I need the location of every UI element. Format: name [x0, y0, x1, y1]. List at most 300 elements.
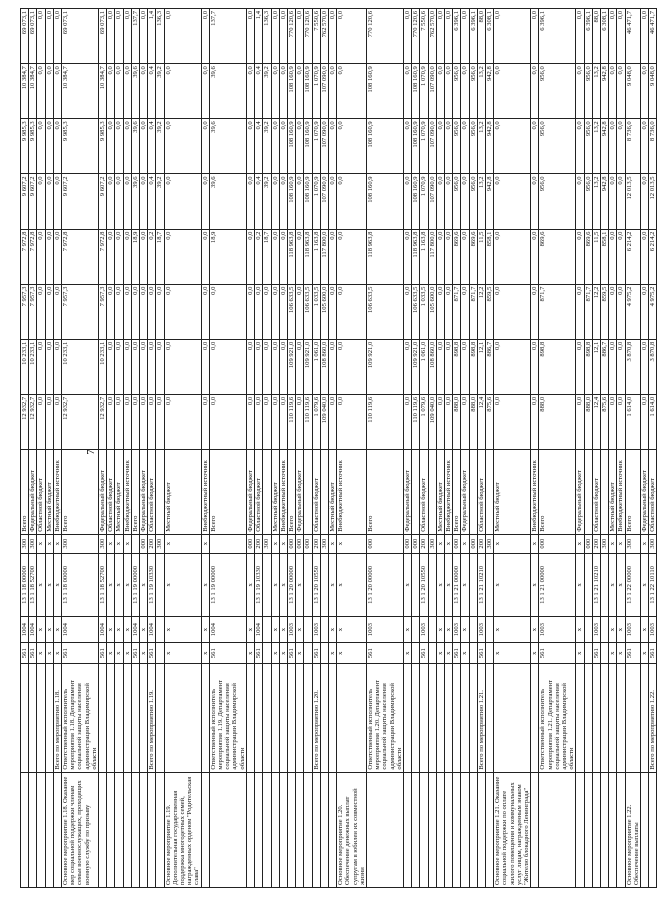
table-cell: x: [328, 617, 336, 643]
table-cell: 108 160,9: [412, 64, 420, 119]
table-cell: x: [436, 553, 444, 617]
table-cell: x: [576, 643, 584, 664]
table-cell: [312, 772, 320, 887]
table-cell: x: [123, 534, 131, 553]
table-cell: 770 120,6: [287, 9, 295, 64]
table-cell: 6 396,1: [469, 9, 477, 64]
table-cell: 0,0: [115, 64, 123, 119]
table-cell: [255, 664, 263, 772]
table-row: [412, 9, 420, 888]
table-cell: 12,4: [592, 394, 600, 449]
table-cell: x: [279, 643, 287, 664]
table-cell: [428, 772, 436, 887]
table-cell: 0,0: [263, 394, 271, 449]
table-cell: 13,2: [592, 119, 600, 174]
table-cell: 18,9: [131, 229, 139, 284]
table-cell: Федеральный бюджет: [641, 449, 649, 534]
table-cell: Местный бюджет: [45, 449, 53, 534]
table-cell: [328, 772, 336, 887]
table-cell: 0,0: [164, 394, 201, 449]
table-cell: 1003: [592, 617, 600, 643]
table-cell: 12,4: [477, 394, 485, 449]
table-row: [428, 9, 436, 888]
table-cell: 13,2: [592, 64, 600, 119]
table-cell: 0,0: [255, 284, 263, 339]
table-cell: 561: [99, 643, 107, 664]
table-cell: 0,4: [255, 64, 263, 119]
table-cell: 106 633,5: [287, 284, 295, 339]
table-cell: 0,0: [617, 174, 625, 229]
table-cell: x: [444, 617, 452, 643]
table-cell: 0,0: [444, 339, 452, 394]
table-cell: [485, 449, 493, 534]
table-cell: 0,0: [123, 284, 131, 339]
table-cell: [601, 553, 609, 617]
table-cell: 561: [209, 643, 246, 664]
table-row: [601, 9, 609, 888]
table-row: [263, 9, 271, 888]
table-cell: Основное мероприятие 1.21. Оказание социальной поддержки по оплате жилого помещения и коммунальных услуг лицам, награжденным знаком "Жителю блокадного Ленинграда": [494, 772, 531, 887]
table-cell: Всего по мероприятию 1.18.: [53, 664, 61, 772]
table-cell: 859,5: [485, 284, 493, 339]
table-cell: 0,0: [403, 339, 411, 394]
table-cell: [320, 643, 328, 664]
table-cell: [123, 664, 131, 772]
table-cell: 108 860,0: [428, 339, 436, 394]
table-cell: 0,0: [201, 339, 209, 394]
table-cell: 0,0: [45, 64, 53, 119]
table-cell: Областной бюджет: [312, 449, 320, 534]
table-cell: x: [271, 617, 279, 643]
table-cell: x: [641, 617, 649, 643]
table-cell: 0,0: [641, 9, 649, 64]
table-cell: 0,0: [107, 339, 115, 394]
table-cell: 0,0: [107, 394, 115, 449]
table-cell: 0,0: [296, 174, 304, 229]
table-cell: 0,0: [494, 119, 531, 174]
table-cell: [366, 772, 403, 887]
table-cell: 0,0: [641, 64, 649, 119]
table-cell: 561: [477, 643, 485, 664]
table-row: [444, 9, 452, 888]
table-cell: 300: [320, 534, 328, 553]
table-cell: 107 090,0: [428, 174, 436, 229]
table-cell: 13 1 18 52700: [29, 553, 37, 617]
table-cell: 956,0: [539, 119, 576, 174]
table-cell: 869,6: [469, 229, 477, 284]
table-cell: Внебюджетный источник: [279, 449, 287, 534]
table-cell: Всего: [209, 449, 246, 534]
table-cell: 109 921,0: [412, 339, 420, 394]
table-cell: 13 1 19 00000: [131, 553, 139, 617]
table-cell: [485, 664, 493, 772]
table-cell: 888,0: [453, 394, 461, 449]
table-cell: [649, 772, 657, 887]
table-cell: 137,7: [131, 9, 139, 64]
table-cell: 0,0: [271, 229, 279, 284]
table-cell: Внебюджетный источник: [337, 449, 367, 534]
table-cell: 0,0: [444, 9, 452, 64]
table-cell: 0,0: [617, 9, 625, 64]
table-row: [304, 9, 312, 888]
table-cell: x: [246, 643, 254, 664]
table-cell: [584, 449, 592, 534]
table-cell: 898,8: [539, 339, 576, 394]
table-cell: 871,7: [584, 284, 592, 339]
table-cell: 0,0: [403, 394, 411, 449]
table-cell: 0,0: [531, 119, 539, 174]
table-cell: 1 163,8: [312, 229, 320, 284]
table-cell: 0,0: [164, 229, 201, 284]
table-cell: 0,0: [255, 339, 263, 394]
table-cell: [461, 772, 469, 887]
table-cell: 000: [403, 534, 411, 553]
table-cell: 1,4: [148, 9, 156, 64]
table-cell: x: [576, 534, 584, 553]
table-cell: 0,0: [115, 9, 123, 64]
table-cell: [156, 617, 164, 643]
table-cell: 0,0: [436, 229, 444, 284]
table-cell: Местный бюджет: [609, 449, 617, 534]
table-cell: 0,0: [37, 9, 45, 64]
table-cell: 0,0: [617, 339, 625, 394]
table-cell: [246, 664, 254, 772]
table-cell: 13 1 20 10550: [312, 553, 320, 617]
table-cell: 0,0: [164, 64, 201, 119]
table-cell: 9 607,2: [99, 174, 107, 229]
table-cell: 300: [601, 534, 609, 553]
table-cell: 956,0: [469, 119, 477, 174]
table-row: [477, 9, 485, 888]
table-cell: Областной бюджет: [649, 449, 657, 534]
table-cell: 762 570,0: [428, 9, 436, 64]
table-cell: 0,0: [494, 339, 531, 394]
table-cell: 0,0: [53, 394, 61, 449]
table-cell: 0,0: [53, 9, 61, 64]
table-cell: 1 033,5: [420, 284, 428, 339]
table-cell: 10 384,7: [21, 64, 29, 119]
table-cell: x: [296, 617, 304, 643]
table-cell: 1 079,6: [420, 394, 428, 449]
table-cell: 0,0: [37, 394, 45, 449]
table-cell: [428, 643, 436, 664]
table-cell: 0,0: [641, 119, 649, 174]
table-cell: 0,0: [271, 174, 279, 229]
table-cell: 13 1 21 00000: [539, 553, 576, 617]
table-cell: [601, 617, 609, 643]
table-cell: 7 972,8: [99, 229, 107, 284]
table-cell: [140, 664, 148, 772]
table-cell: Местный бюджет: [164, 449, 201, 534]
table-cell: 0,0: [337, 119, 367, 174]
table-cell: 0,0: [494, 174, 531, 229]
table-cell: 1003: [625, 617, 640, 643]
table-cell: 0,0: [107, 9, 115, 64]
table-cell: 0,0: [576, 394, 584, 449]
table-cell: 0,0: [246, 9, 254, 64]
table-cell: [263, 643, 271, 664]
table-cell: 0,0: [115, 119, 123, 174]
table-row: [461, 9, 469, 888]
table-cell: Всего по мероприятию 1.22.: [649, 664, 657, 772]
table-row: [296, 9, 304, 888]
table-cell: x: [115, 553, 123, 617]
table-cell: 0,0: [617, 394, 625, 449]
table-cell: 9 607,2: [21, 174, 29, 229]
table-cell: 0,0: [140, 339, 148, 394]
table-cell: Всего: [625, 449, 640, 534]
table-row: [140, 9, 148, 888]
table-cell: [428, 617, 436, 643]
table-row: [403, 9, 411, 888]
table-cell: x: [201, 643, 209, 664]
table-cell: 13 1 21 00000: [453, 553, 461, 617]
table-cell: 0,0: [45, 174, 53, 229]
table-cell: 0,0: [45, 9, 53, 64]
table-cell: x: [436, 617, 444, 643]
table-cell: x: [403, 643, 411, 664]
table-cell: 12,1: [477, 339, 485, 394]
table-cell: [156, 664, 164, 772]
table-cell: [29, 664, 37, 772]
table-cell: 0,0: [641, 174, 649, 229]
table-cell: x: [246, 553, 254, 617]
table-cell: 0,0: [328, 229, 336, 284]
table-cell: 0,0: [461, 339, 469, 394]
table-cell: 0,0: [201, 394, 209, 449]
table-row: [420, 9, 428, 888]
table-cell: Областной бюджет: [255, 449, 263, 534]
table-cell: [453, 772, 461, 887]
table-cell: 117 800,0: [428, 229, 436, 284]
table-cell: 0,0: [131, 339, 139, 394]
table-cell: 107 090,0: [428, 119, 436, 174]
table-cell: Всего: [366, 449, 403, 534]
table-cell: x: [45, 534, 53, 553]
table-cell: x: [576, 617, 584, 643]
table-cell: 956,0: [469, 64, 477, 119]
table-cell: 13 1 19 10330: [255, 553, 263, 617]
table-cell: 561: [312, 643, 320, 664]
table-cell: Основное мероприятие 1.18. Оказание мер социальной поддержки членам семьи военнослужащих, проходящих военную службу по призыву: [62, 772, 99, 887]
table-cell: 7 972,8: [21, 229, 29, 284]
table-cell: 561: [21, 643, 29, 664]
table-cell: 0,0: [201, 229, 209, 284]
table-cell: [641, 664, 649, 772]
table-cell: [148, 772, 156, 887]
table-cell: x: [617, 643, 625, 664]
table-cell: x: [403, 553, 411, 617]
table-cell: [328, 664, 336, 772]
table-cell: 871,7: [469, 284, 477, 339]
table-cell: 0,0: [296, 9, 304, 64]
table-cell: [263, 553, 271, 617]
table-cell: 118 963,8: [412, 229, 420, 284]
table-cell: 0,0: [279, 229, 287, 284]
table-cell: Основное мероприятие 1.20. Обеспечение денежных выплат супругам в юбилеи их совместной жизни: [337, 772, 367, 887]
table-cell: 108 160,9: [287, 64, 295, 119]
table-cell: 300: [649, 534, 657, 553]
table-cell: [156, 643, 164, 664]
table-cell: 0,0: [115, 284, 123, 339]
table-cell: 117 800,0: [320, 229, 328, 284]
table-row: [328, 9, 336, 888]
table-cell: x: [328, 534, 336, 553]
table-cell: 109 921,0: [287, 339, 295, 394]
table-cell: 0,0: [37, 64, 45, 119]
table-cell: 0,0: [576, 229, 584, 284]
table-cell: [601, 643, 609, 664]
table-cell: 69 073,1: [99, 9, 107, 64]
table-row: [21, 9, 29, 888]
table-cell: Местный бюджет: [115, 449, 123, 534]
table-cell: 109 921,0: [366, 339, 403, 394]
table-cell: 0,0: [461, 9, 469, 64]
table-cell: x: [531, 643, 539, 664]
table-cell: x: [494, 534, 531, 553]
table-cell: [271, 664, 279, 772]
table-cell: [403, 664, 411, 772]
table-cell: [21, 664, 29, 772]
table-cell: 9 048,0: [625, 64, 640, 119]
table-cell: 0,0: [328, 9, 336, 64]
table-cell: Областной бюджет: [420, 449, 428, 534]
table-cell: 871,7: [453, 284, 461, 339]
table-cell: 39,2: [156, 64, 164, 119]
table-cell: 6 396,1: [584, 9, 592, 64]
table-cell: 108 860,0: [320, 339, 328, 394]
table-cell: 0,0: [123, 339, 131, 394]
table-cell: 13 1 20 00000: [366, 553, 403, 617]
table-cell: 0,2: [148, 229, 156, 284]
table-cell: [320, 449, 328, 534]
table-cell: 12 932,7: [29, 394, 37, 449]
table-cell: 000: [304, 534, 312, 553]
table-cell: Всего по мероприятию 1.20.: [312, 664, 320, 772]
table-cell: x: [164, 643, 201, 664]
table-cell: 6 308,1: [601, 9, 609, 64]
table-cell: [539, 772, 576, 887]
table-cell: x: [576, 553, 584, 617]
table-cell: [412, 664, 420, 772]
table-cell: [625, 664, 640, 772]
table-cell: x: [461, 643, 469, 664]
table-cell: 0,0: [115, 394, 123, 449]
table-cell: [255, 772, 263, 887]
table-cell: x: [45, 643, 53, 664]
table-cell: 0,0: [296, 119, 304, 174]
table-cell: 561: [62, 643, 99, 664]
table-cell: 7 957,3: [99, 284, 107, 339]
table-cell: 1004: [255, 617, 263, 643]
table-cell: 770 120,6: [366, 9, 403, 64]
table-cell: 1,4: [255, 9, 263, 64]
table-cell: Областной бюджет: [592, 449, 600, 534]
table-row: [29, 9, 37, 888]
table-cell: x: [617, 553, 625, 617]
table-row: [271, 9, 279, 888]
table-cell: x: [164, 553, 201, 617]
table-cell: 13 1 21 10210: [592, 553, 600, 617]
table-cell: 000: [296, 534, 304, 553]
table-cell: 956,0: [584, 64, 592, 119]
table-cell: 9 607,2: [62, 174, 99, 229]
table-cell: 0,0: [37, 119, 45, 174]
table-cell: 7 957,3: [21, 284, 29, 339]
table-cell: [45, 664, 53, 772]
budget-table: [20, 8, 657, 888]
table-cell: 0,0: [45, 119, 53, 174]
table-cell: [320, 553, 328, 617]
table-cell: x: [609, 553, 617, 617]
table-cell: [156, 772, 164, 887]
table-cell: 898,8: [584, 339, 592, 394]
table-cell: 0,0: [279, 174, 287, 229]
table-cell: 0,0: [263, 339, 271, 394]
table-cell: [584, 553, 592, 617]
table-cell: 0,0: [131, 284, 139, 339]
table-cell: x: [53, 617, 61, 643]
table-cell: 9 048,0: [649, 64, 657, 119]
table-cell: [115, 772, 123, 887]
table-cell: [263, 664, 271, 772]
table-row: [539, 9, 576, 888]
table-cell: 0,0: [246, 284, 254, 339]
table-cell: 13,2: [477, 64, 485, 119]
table-cell: [584, 643, 592, 664]
table-cell: 0,0: [255, 394, 263, 449]
table-row: [312, 9, 320, 888]
table-cell: 0,0: [279, 284, 287, 339]
table-cell: 109 921,0: [304, 339, 312, 394]
table-cell: 1003: [453, 617, 461, 643]
table-row: [156, 9, 164, 888]
table-cell: [485, 553, 493, 617]
table-cell: 561: [287, 643, 295, 664]
table-cell: 0,0: [164, 339, 201, 394]
table-cell: 0,0: [617, 64, 625, 119]
table-cell: 13 1 18 52700: [99, 553, 107, 617]
table-cell: 108 160,9: [412, 119, 420, 174]
table-cell: 0,4: [148, 64, 156, 119]
table-cell: 0,0: [403, 229, 411, 284]
table-cell: 13 1 19 00000: [209, 553, 246, 617]
table-cell: x: [107, 553, 115, 617]
table-cell: 110 119,6: [412, 394, 420, 449]
table-cell: 13 1 22 00000: [625, 553, 640, 617]
table-cell: 108 160,9: [366, 174, 403, 229]
table-cell: 200: [477, 534, 485, 553]
table-cell: 875,6: [601, 394, 609, 449]
table-cell: x: [609, 534, 617, 553]
table-cell: x: [337, 534, 367, 553]
table-cell: 561: [539, 643, 576, 664]
table-cell: 137,7: [209, 9, 246, 64]
table-cell: [29, 772, 37, 887]
table-cell: Всего: [21, 449, 29, 534]
table-cell: 39,6: [209, 64, 246, 119]
table-cell: [140, 772, 148, 887]
table-cell: 0,0: [115, 174, 123, 229]
table-cell: x: [461, 534, 469, 553]
table-cell: 0,0: [37, 339, 45, 394]
table-cell: 108 160,9: [366, 64, 403, 119]
table-cell: 0,0: [107, 229, 115, 284]
table-cell: x: [641, 553, 649, 617]
table-cell: 6 396,1: [453, 9, 461, 64]
table-cell: 0,0: [641, 284, 649, 339]
table-cell: 1 070,9: [312, 64, 320, 119]
